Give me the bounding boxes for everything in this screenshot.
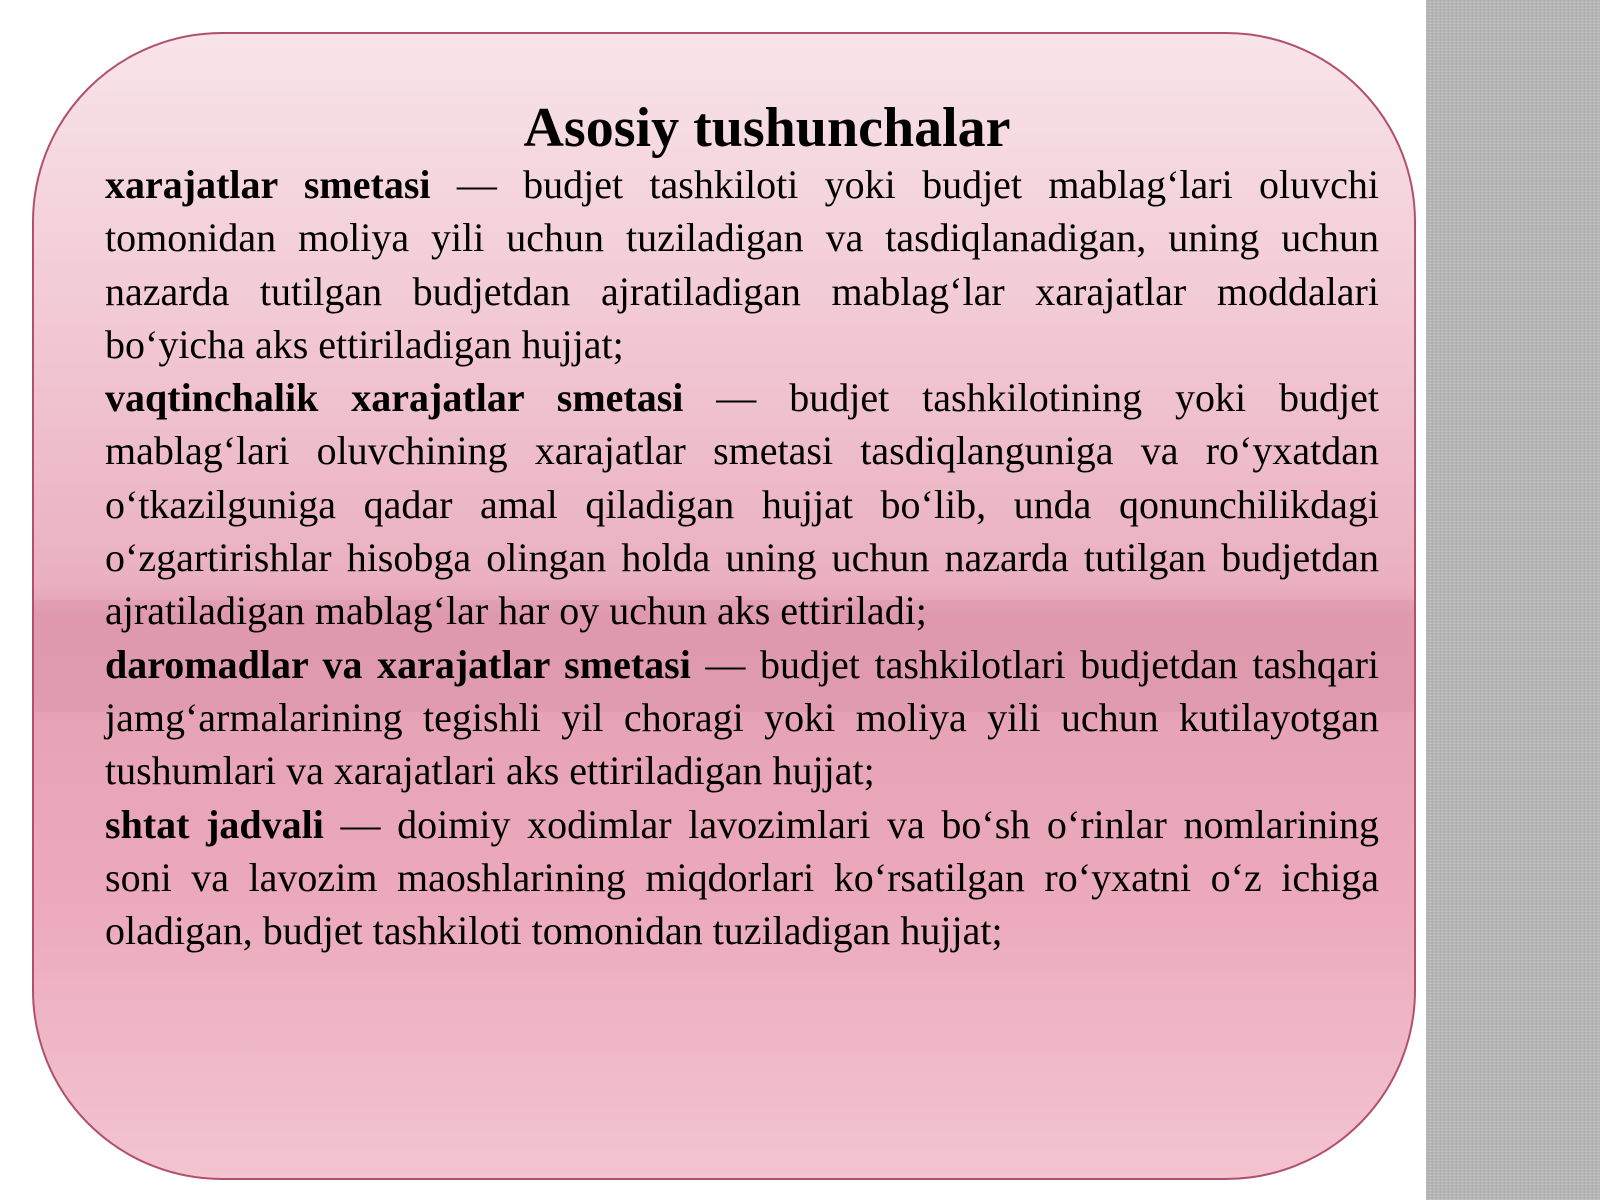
definition-term: vaqtinchalik xarajatlar smetasi — [105, 375, 684, 421]
definition-entry — [105, 798, 1379, 958]
definition-dash: — — [690, 641, 760, 687]
definition-entry — [105, 638, 1379, 798]
definition-text: doimiy xodimlar lavozimlari va bo‘sh o‘rinlar nomlarining soni va lavozim maoshlarining miqdorlari ko‘rsatilgan ro‘yxatni o‘z ichiga oladigan, budjet tashkiloti tomonidan tuziladigan hujjat; — [105, 801, 1380, 954]
definition-dash: — — [430, 162, 524, 207]
slide-title: Asosiy tushunchalar — [523, 97, 1011, 159]
definition-term: daromadlar va xarajatlar smetasi — [105, 641, 691, 687]
definition-text: budjet tashkiloti yoki budjet mablag‘lari oluvchi tomonidan moliya yili uchun tuziladigan va tasdiqlanadigan, uning uchun nazarda tutilgan budjetdan ajratiladigan mablag‘lar xarajatlar moddalari bo‘yicha aks ettiriladigan hujjat; — [105, 162, 1380, 367]
definition-term: xarajatlar smetasi — [105, 162, 431, 207]
definition-entry — [105, 158, 1379, 371]
definition-dash: — — [323, 801, 398, 847]
definition-term: shtat jadvali — [105, 801, 324, 847]
definition-text: budjet tashkilotining yoki budjet mablag‘lari oluvchining xarajatlar smetasi tasdiqlanguniga va ro‘yxatdan o‘tkazilguniga qadar amal qiladigan hujjat bo‘lib, unda qonunchilikdagi o‘zgartirishlar hisobga olingan holda uning uchun nazarda tutilgan budjetdan ajratiladigan mablag‘lar har oy uchun aks ettiriladi; — [105, 375, 1379, 634]
side-texture-strip — [1426, 0, 1600, 1200]
definition-dash: — — [683, 375, 790, 421]
card-content — [105, 98, 1379, 957]
definition-entry — [105, 371, 1379, 637]
definitions-card — [32, 32, 1416, 1180]
definition-text: budjet tashkilotlari budjetdan tashqari jamg‘armalarining tegishli yil choragi yoki moliya yili uchun kutilayotgan tushumlari va xarajatlari aks ettiriladigan hujjat; — [105, 641, 1379, 794]
